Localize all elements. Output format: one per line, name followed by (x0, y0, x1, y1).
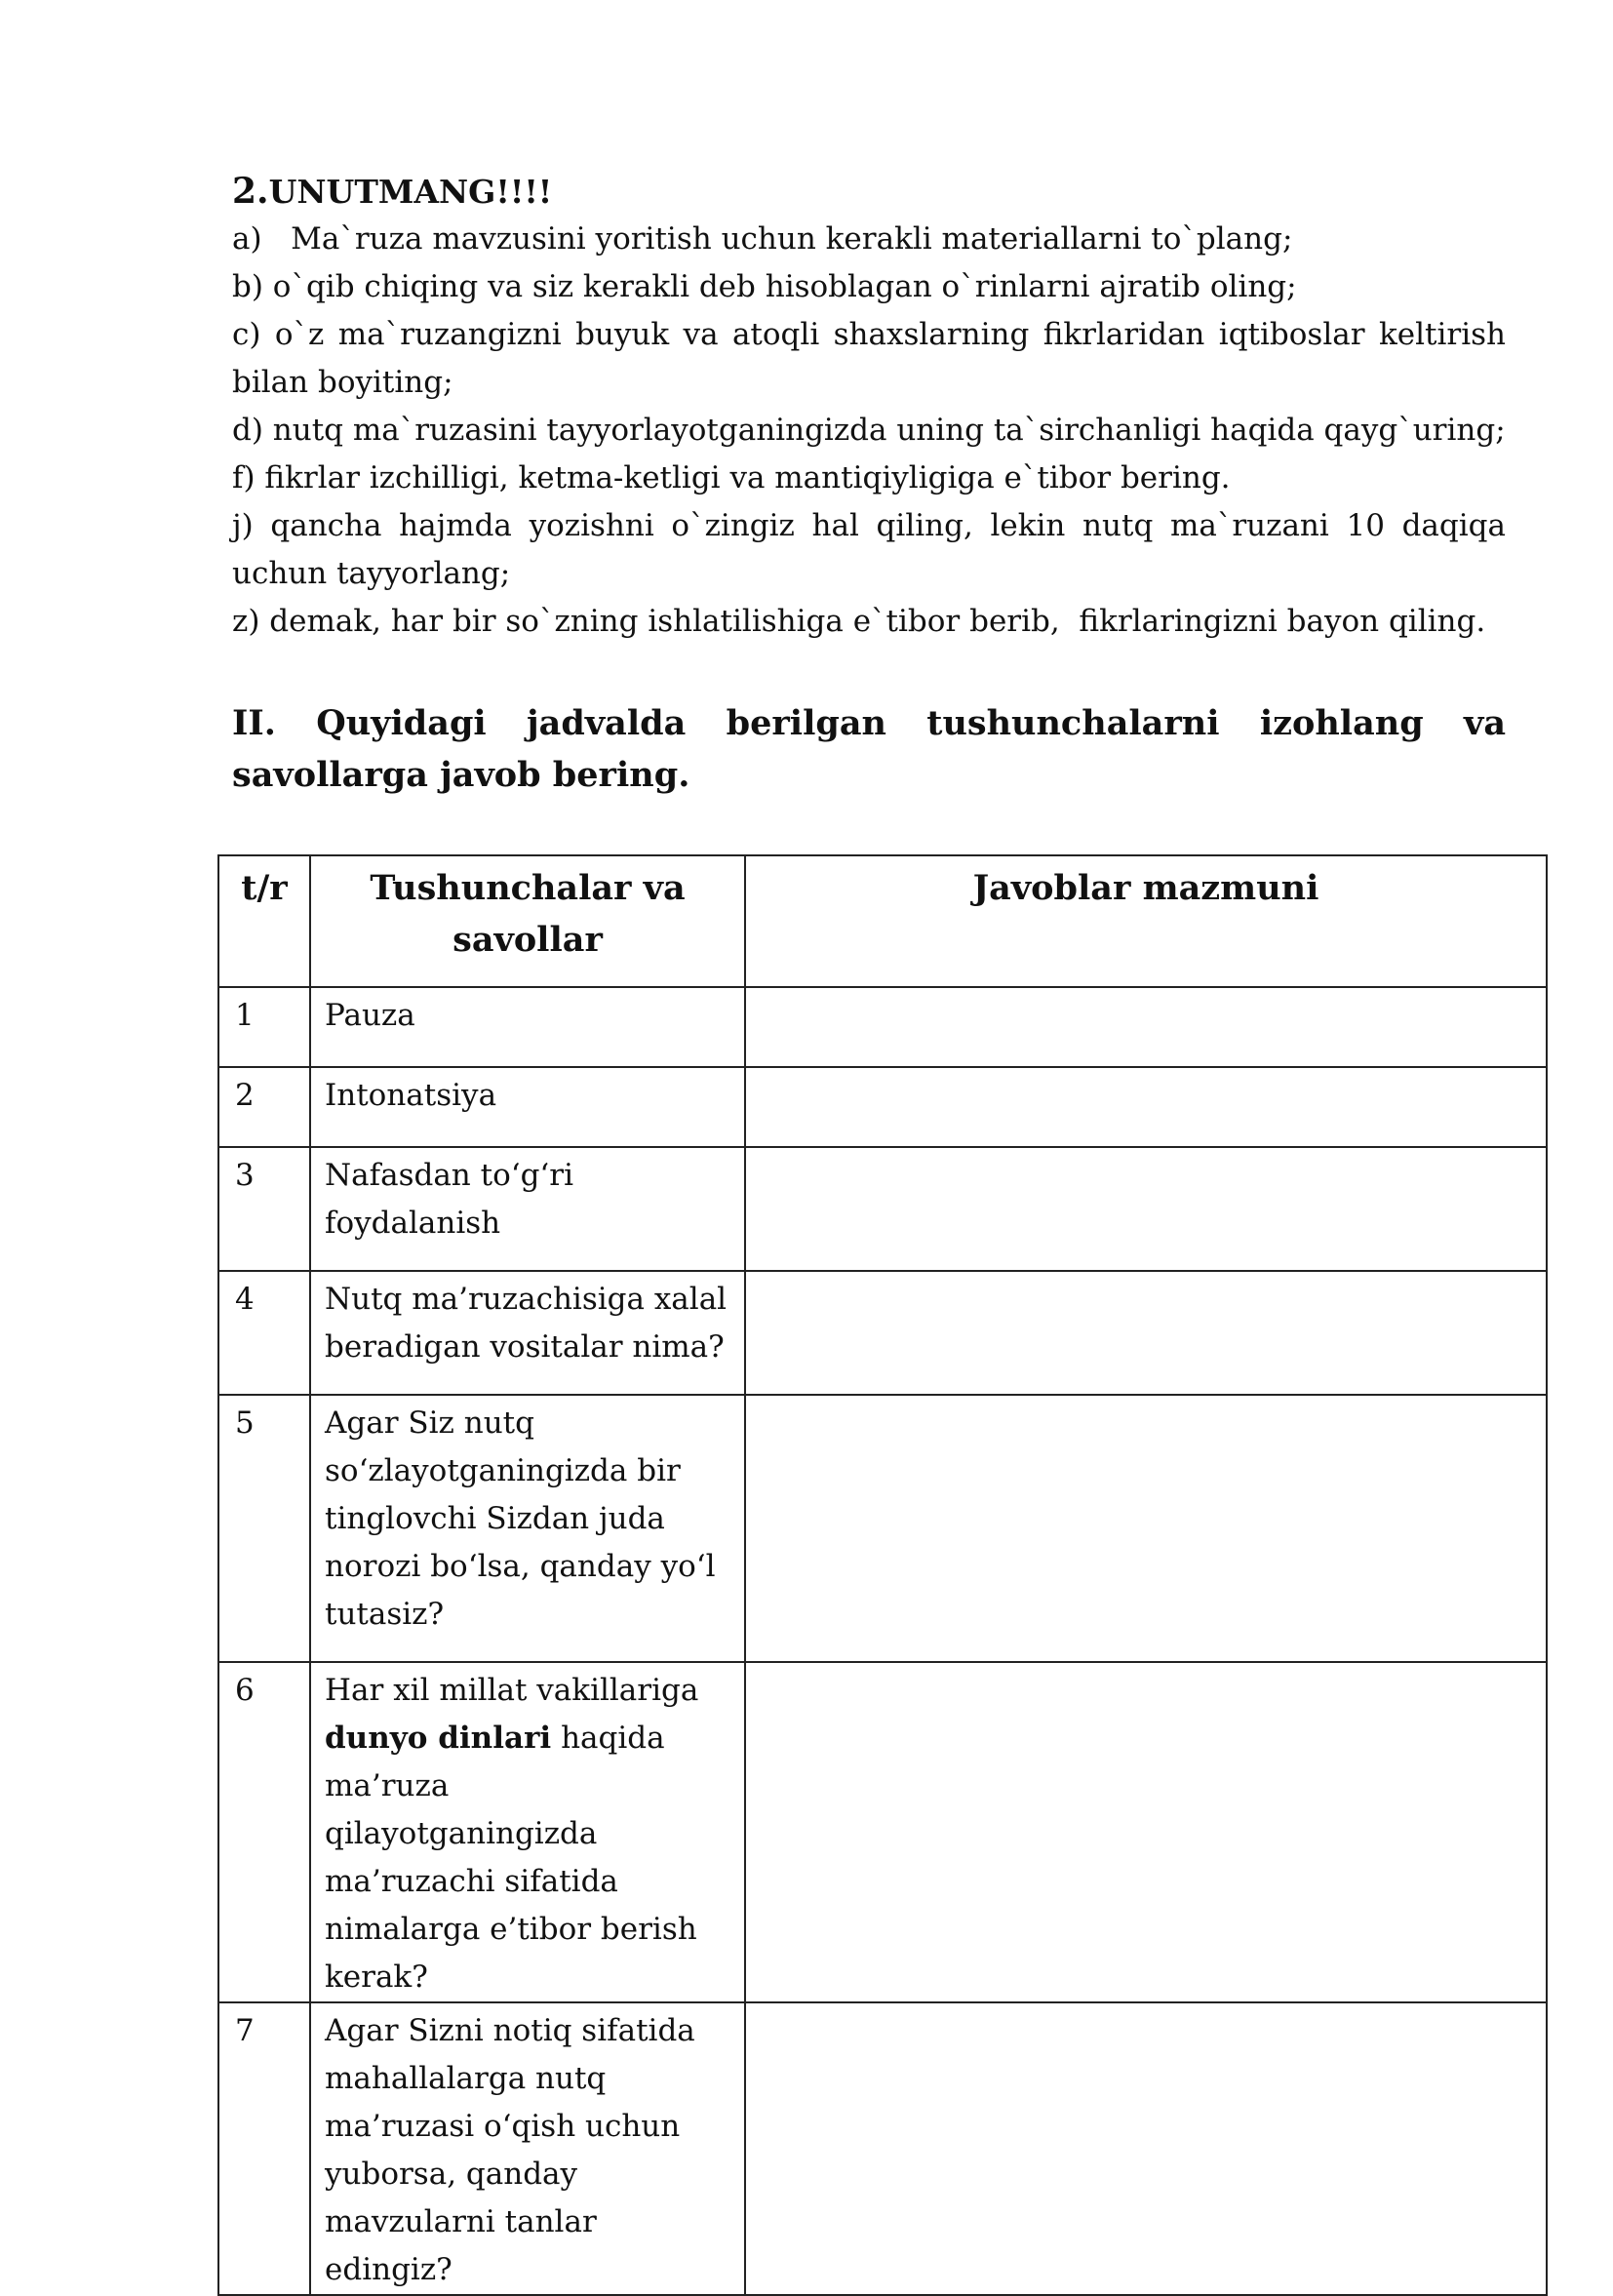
row-concept: Agar Sizni notiq sifatida mahallalarga nutq ma’ruzasi o‘qish uchun yuborsa, qanday mavzularni tanlar edingiz? (310, 2002, 745, 2295)
row-concept-text-before: Har xil millat vakillariga (325, 1673, 699, 1708)
row-concept: Agar Siz nutq so‘zlayotganingizda bir tinglovchi Sizdan juda norozi bo‘lsa, qanday yo‘l tutasiz? (310, 1395, 745, 1662)
reminder-item-j: j) qancha hajmda yozishni o`zingiz hal qiling, lekin nutq ma`ruzani 10 daqiqa uchun tayyorlang; (232, 508, 1506, 591)
header-number: t/r (218, 855, 310, 987)
reminder-item-f: f) fikrlar izchilligi, ketma-ketligi va mantiqiyligiga e`tibor bering. (232, 460, 1231, 495)
row-concept (310, 1662, 745, 2002)
row-answer-cell[interactable] (745, 1662, 1547, 2002)
reminder-section (232, 168, 1506, 646)
row-concept: Nutq ma’ruzachisiga xalal beradigan vositalar nima? (310, 1271, 745, 1395)
row-concept-emphasis: dunyo dinlari (325, 1721, 552, 1756)
table-row (218, 1662, 1547, 2002)
row-concept-text-after: haqida ma’ruza qilayotganingizda ma’ruzachi sifatida nimalarga e’tibor berish kerak? (325, 1721, 697, 1995)
reminder-item-a: a) Ma`ruza mavzusini yoritish uchun kerakli materiallarni to`plang; (232, 221, 1293, 257)
row-number: 7 (218, 2002, 310, 2295)
row-answer-cell[interactable] (745, 2002, 1547, 2295)
row-number: 1 (218, 987, 310, 1067)
table-row (218, 2002, 1547, 2295)
task-heading: II. Quyidagi jadvalda berilgan tushunchalarni izohlang va savollarga javob bering. (232, 703, 1506, 795)
header-answers: Javoblar mazmuni (745, 855, 1547, 987)
row-answer-cell[interactable] (745, 1067, 1547, 1147)
reminder-item-z: z) demak, har bir so`zning ishlatilishiga e`tibor berib, fikrlaringizni bayon qiling. (232, 604, 1486, 639)
row-concept: Nafasdan to‘g‘ri foydalanish (310, 1147, 745, 1271)
row-answer-cell[interactable] (745, 1147, 1547, 1271)
reminder-heading-text: UNUTMANG!!!! (268, 173, 553, 211)
table-header-row (218, 855, 1547, 987)
row-number: 3 (218, 1147, 310, 1271)
reminder-heading (232, 168, 1506, 216)
table-row (218, 987, 1547, 1067)
reminder-item-b: b) o`qib chiqing va siz kerakli deb hisoblagan o`rinlarni ajratib oling; (232, 269, 1297, 304)
row-answer-cell[interactable] (745, 987, 1547, 1067)
row-number: 4 (218, 1271, 310, 1395)
reminder-item-c: c) o`z ma`ruzangizni buyuk va atoqli shaxslarning fikrlaridan iqtiboslar keltirish bilan boyiting; (232, 317, 1506, 400)
table-row (218, 1395, 1547, 1662)
row-answer-cell[interactable] (745, 1395, 1547, 1662)
row-number: 6 (218, 1662, 310, 2002)
concepts-table (217, 854, 1548, 2296)
reminder-heading-number: 2. (232, 171, 269, 212)
table-row (218, 1147, 1547, 1271)
reminder-item-d: d) nutq ma`ruzasini tayyorlayotganingizda uning ta`sirchanligi haqida qayg`uring; (232, 413, 1506, 448)
table-row (218, 1271, 1547, 1395)
row-number: 5 (218, 1395, 310, 1662)
row-answer-cell[interactable] (745, 1271, 1547, 1395)
header-concepts: Tushunchalar va savollar (310, 855, 745, 987)
table-row (218, 1067, 1547, 1147)
row-number: 2 (218, 1067, 310, 1147)
row-concept: Pauza (310, 987, 745, 1067)
row-concept: Intonatsiya (310, 1067, 745, 1147)
